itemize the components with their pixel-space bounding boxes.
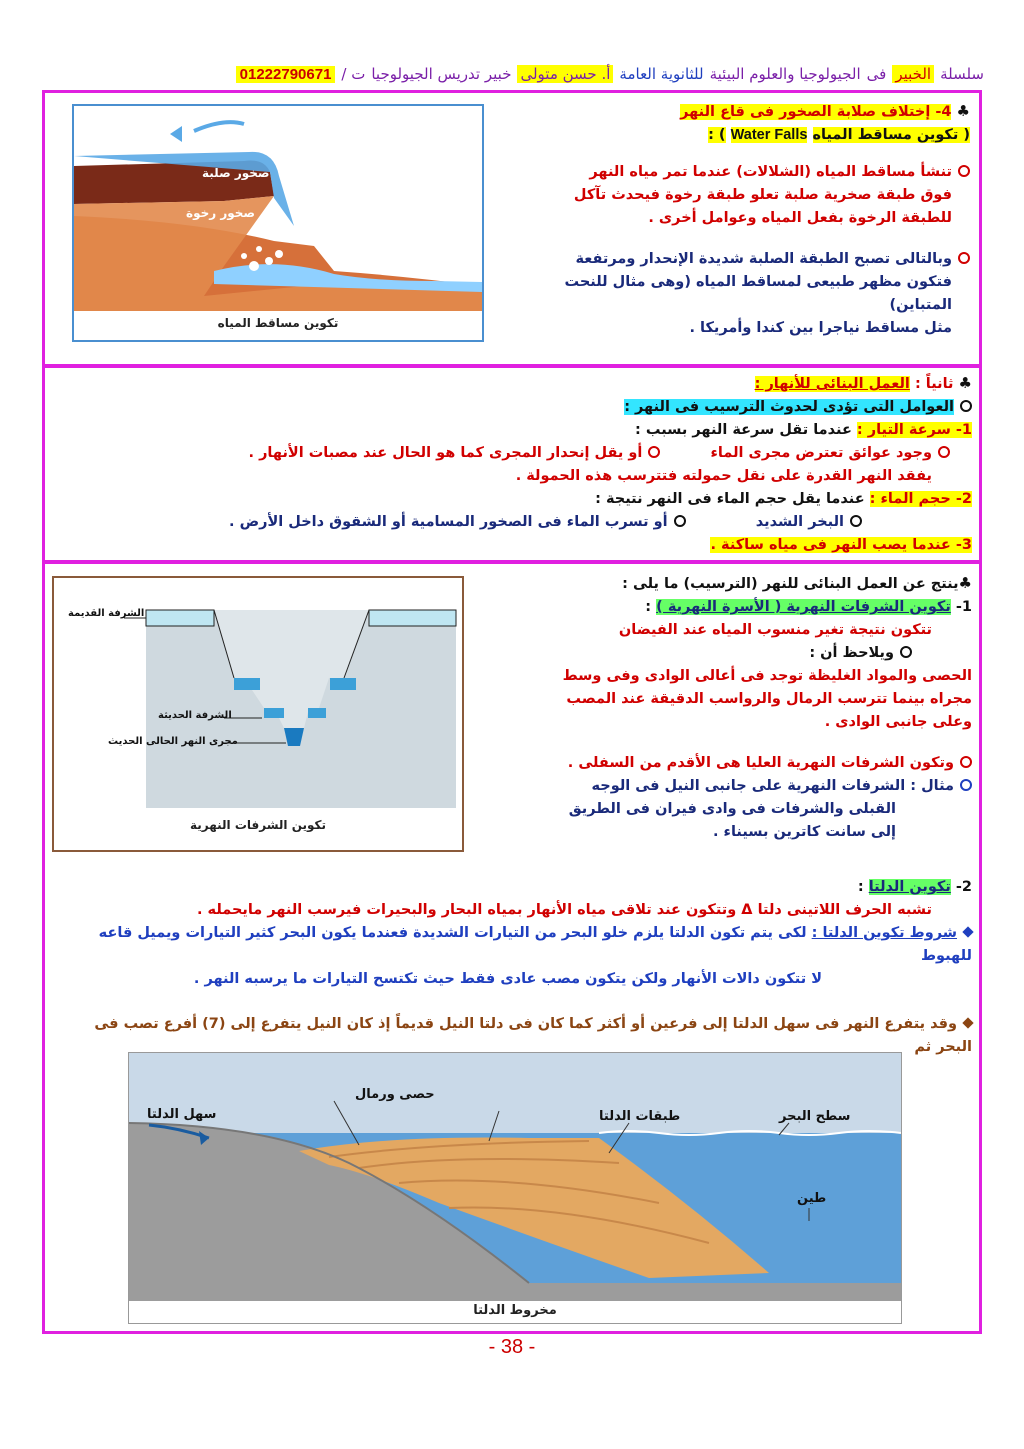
bullet-icon [938,446,950,458]
bullet-icon [674,515,686,527]
deposition-title: العمل البنائى للأنهار : [754,376,910,392]
club-icon: ♣ [956,102,970,120]
delta-plain-label: سهل الدلتا [147,1107,217,1122]
section-divider [42,560,982,564]
factors-heading: العوامل التى تؤدى لحدوث الترسيب فى النهر : [624,399,954,415]
sea-level-label: سطح البحر [779,1109,851,1124]
soft-rock-label: صخور رخوة [186,206,256,220]
deposition-section: ♣ ثانياً : العمل البنائى للأنهار : العوامل التى تؤدى لحدوث الترسيب فى النهر : 1- سرعة التيار : عندما تقل سرعة النهر بسبب : وجود عوائق تعترض مجرى الماء أو يقل إنحدار المجرى كما هو الحال عند مصبات الأنهار . يفقد النهر القدرة على نقل حمولته فتترسب هذه الحمولة . 2- حجم الماء : عندما يقل حجم الماء فى النهر نتيجة : البخر الشديد أو تسرب الماء فى الصخور المسامية أو الشقوق داخل الأرض . 3- عندما يصب النهر فى مياه ساكنة . [229,374,972,553]
header-phone: 01222790671 [236,66,336,83]
terraces-note: الحصى والمواد الغليظة توجد فى أعالى الوادى وفى وسط مجراه بينما تترسب الرمال والرواسب الدقيقة عند المصب وعلى جانبى الوادى . [562,668,972,730]
bullet-icon [960,400,972,412]
section-title [500,100,970,124]
diamond-bullet-icon [962,926,973,937]
hard-rock-label: صخور صلبة [202,166,270,180]
bullet-icon [960,779,972,791]
delta-layers-label: طبقات الدلتا [599,1109,681,1124]
header-grade: للثانوية العامة [619,65,704,83]
terraces-heading: تكوين الشرفات النهرية ( الأسرة النهرية ) [656,599,951,615]
nile-branches-note: وقد يتفرع النهر فى سهل الدلتا إلى فرعين أو أكثر كما كان فى دلتا النيل قديماً إذ كان النيل يتفرع إلى (7) أفرع تصب فى البحر ثم [94,1016,972,1055]
bullet-icon [958,165,970,177]
waterfall-title: 4- إختلاف صلابة الصخور فى قاع النهر [680,104,952,120]
terraces-caption: تكوين الشرفات النهرية [189,818,327,832]
bullet-icon [958,252,970,264]
waterfall-caption: تكوين مساقط المياه [217,316,339,330]
bullet-icon [900,646,912,658]
header-teacher: أ. حسن متولى [517,65,613,83]
header-series: سلسلة [940,65,984,83]
factor-2-label: 2- حجم الماء : [869,491,972,507]
header-fi: فى [866,65,887,83]
page-header [60,58,984,90]
delta-heading: تكوين الدلتا [868,879,951,895]
club-icon: ♣ [958,374,972,392]
delta-description: تشبه الحرف اللاتينى دلتا Δ وتتكون عند تلاقى مياه الأنهار بمياه البحار والبحيرات فيرسب النهر مايحمله . [196,902,932,918]
gravel-label: حصى ورمال [355,1087,435,1102]
factor-1-label: 1- سرعة التيار : [856,422,972,438]
clay-label: طين [797,1191,827,1206]
waterfall-paragraph-1: تنشأ مساقط المياه (الشلالات) عندما تمر مياه النهر فوق طبقة صخرية صلبة تعلو طبقة رخوة فيحدث تآكل للطبقة الرخوة بفعل المياه وعوامل أخرى . [500,161,970,230]
diamond-bullet-icon [962,1017,973,1028]
factor-3: 3- عندما يصب النهر فى مياه ساكنة . [710,537,972,553]
delta-caption: مخروط الدلتا [473,1303,557,1318]
waterfall-figure [72,104,484,342]
new-terrace-label: الشرفة الحديثة [158,710,232,721]
terraces-figure [52,576,464,852]
club-icon: ♣ [958,574,972,592]
bullet-icon [850,515,862,527]
header-khabir: الخبير [892,65,934,83]
waterfall-paragraph-2: وبالتالى تصبح الطبقة الصلبة شديدة الإنحدار ومرتفعة فتكون مظهر طبيعى لمساقط المياه (وهى مثال للنحت المتباين) مثل مساقط نياجرا بين كندا وأمريكا . [500,248,970,340]
delta-conditions-label: شروط تكوين الدلتا : [811,925,957,941]
header-expert: خبير تدريس الجيولوجيا [371,65,512,83]
terraces-section: ♣ينتج عن العمل البنائى للنهر (الترسيب) ما يلى : 1- تكوين الشرفات النهرية ( الأسرة النهرية ) : تتكون نتيجة تغير منسوب المياه عند الفيضان ويلاحظ أن : الحصى والمواد الغليظة توجد فى أعالى الوادى وفى وسط مجراه بينما تترسب الرمال والرواسب الدقيقة عند المصب وعلى جانبى الوادى . وتكون الشرفات النهرية العليا هى الأقدم من السفلى . مثال : الشرفات النهرية على جانبى النيل فى الوجه القبلى والشرفات فى وادى فيران فى الطريق إلى سانت كاترين بسيناء . [500,572,972,844]
waterfall-subtitle: ( تكوين مساقط المياه Water Falls ) : [708,127,970,143]
delta-section: 2- تكوين الدلتا : تشبه الحرف اللاتينى دلتا Δ وتتكون عند تلاقى مياه الأنهار بمياه البحار والبحيرات فيرسب النهر مايحمله . شروط تكوين الدلتا : لكى يتم تكون الدلتا يلزم خلو البحر من التيارات الشديدة فعندما يكون البحر كثير التيارات ويميل قاعه للهبوط لا تتكون دالات الأنهار ولكن يتكون مصب عادى فقط حيث تكتسح التيارات ما يرسبه النهر . وقد يتفرع النهر فى سهل الدلتا إلى فرعين أو أكثر كما كان فى دلتا النيل قديماً إذ كان النيل يتفرع إلى (7) أفرع تصب فى البحر ثم [60,876,972,1082]
delta-figure [128,1052,902,1324]
terraces-example: مثال : الشرفات النهرية على جانبى النيل فى الوجه القبلى والشرفات فى وادى فيران فى الطريق إلى سانت كاترين بسيناء . [500,775,972,844]
header-tel-label: ت / [341,65,366,83]
old-terrace-label: الشرفة القديمة [68,608,145,619]
waterfall-section [500,100,970,340]
section-divider [42,364,982,368]
bullet-icon [648,446,660,458]
channel-label: مجرى النهر الحالى الحديث [108,736,238,747]
page-number: - 38 - [488,1336,536,1358]
bullet-icon [960,756,972,768]
header-subject: الجيولوجيا والعلوم البيئية [709,65,861,83]
